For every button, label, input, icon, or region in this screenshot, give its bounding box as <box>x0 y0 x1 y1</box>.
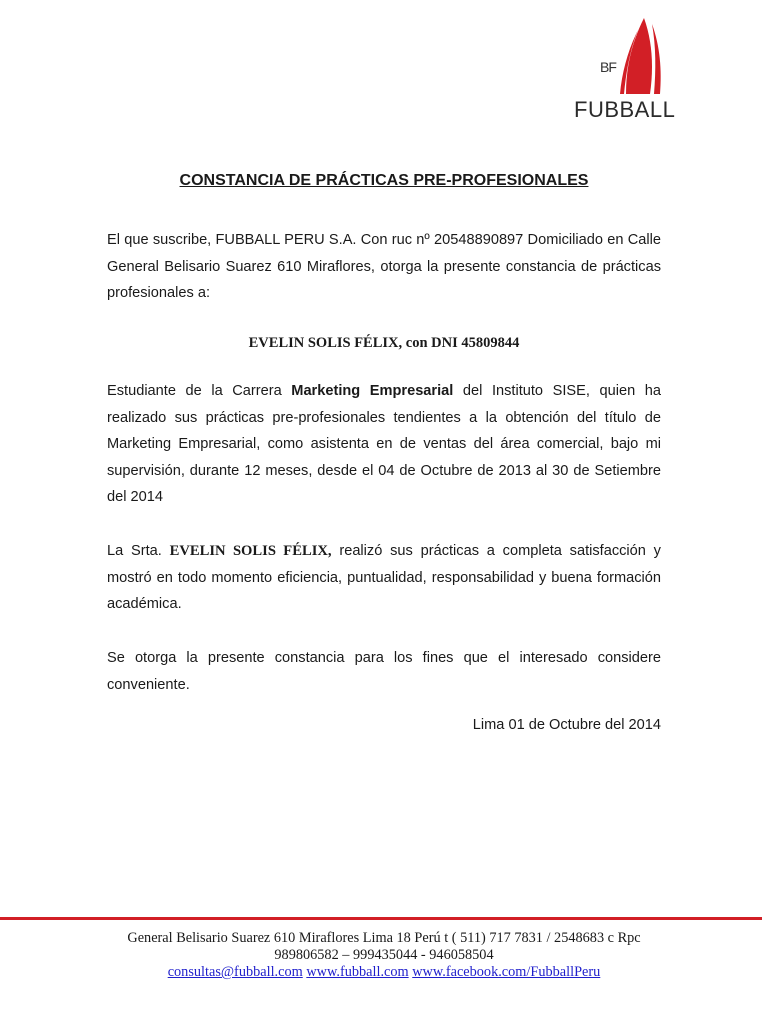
facebook-link[interactable]: www.facebook.com/FubballPeru <box>412 964 601 980</box>
logo-wordmark: FUBBALL <box>574 97 676 122</box>
career-name: Marketing Empresarial <box>291 383 454 399</box>
footer-links <box>0 964 768 981</box>
website-link[interactable]: www.fubball.com <box>306 964 409 980</box>
beneficiary-line: EVELIN SOLIS FÉLIX, con DNI 45809844 <box>248 335 520 351</box>
studies-text-after: del Instituto SISE, quien ha realizado sus prácticas pre-profesionales tendientes a la obtención del título de Marketing Empresarial, como asistenta en de ventas del área comercial, bajo mi supervisión, durante 12 meses, desde el 04 de Octubre de 2013 al 30 de Setiembre del 2014 <box>107 383 661 505</box>
intro-paragraph: El que suscribe, FUBBALL PERU S.A. Con ruc nº 20548890897 Domiciliado en Calle General Belisario Suarez 610 Miraflores, otorga la presente constancia de prácticas profesionales a: <box>107 232 661 301</box>
date-line: Lima 01 de Octubre del 2014 <box>472 717 661 733</box>
footer-phones: 989806582 – 999435044 - 946058504 <box>274 947 494 963</box>
company-logo <box>574 14 676 126</box>
evaluation-text-before: La Srta. <box>107 543 170 559</box>
studies-paragraph <box>107 378 661 511</box>
evaluation-text-after: realizó sus prácticas a completa satisfacción y mostró en todo momento eficiencia, puntualidad, responsabilidad y buena formación académica. <box>107 543 661 612</box>
evaluation-paragraph <box>107 538 661 618</box>
footer-address: General Belisario Suarez 610 Miraflores Lima 18 Perú t ( 511) 717 7831 / 2548683 c Rpc <box>127 930 641 946</box>
studies-text-before: Estudiante de la Carrera <box>107 383 292 399</box>
closing-paragraph: Se otorga la presente constancia para los fines que el interesado considere conveniente. <box>107 650 661 693</box>
email-link[interactable]: consultas@fubball.com <box>167 964 303 980</box>
student-name: EVELIN SOLIS FÉLIX, <box>169 543 332 559</box>
document-title: CONSTANCIA DE PRÁCTICAS PRE-PROFESIONALES <box>179 172 589 189</box>
logo-initials: BF <box>600 59 616 75</box>
footer <box>0 930 768 981</box>
footer-divider <box>0 917 762 920</box>
